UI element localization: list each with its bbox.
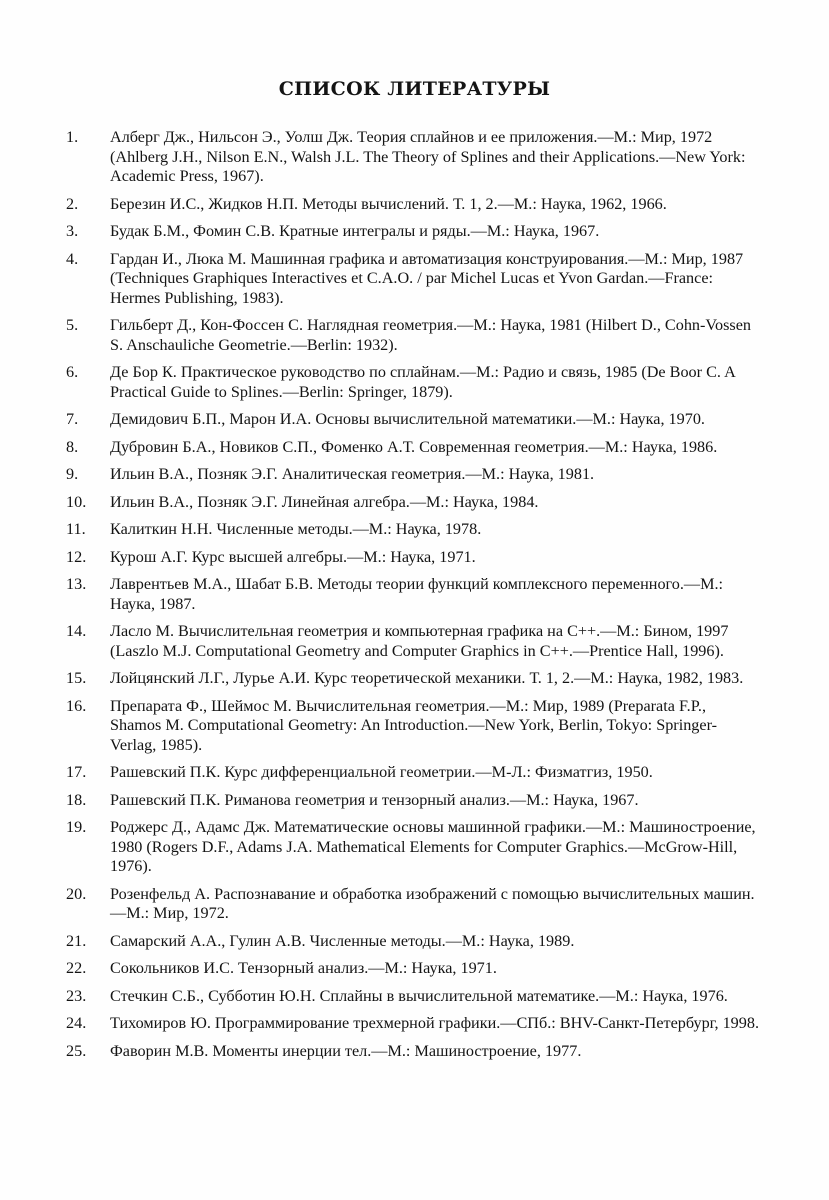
reference-text: Рашевский П.К. Курс дифференциальной геометрии.—М-Л.: Физматгиз, 1950.: [110, 763, 653, 781]
reference-number: 15.: [66, 669, 87, 687]
reference-number: 21.: [66, 931, 87, 950]
reference-number: 14.: [66, 622, 87, 640]
reference-text: Сокольников И.С. Тензорный анализ.—М.: Наука, 1971.: [110, 959, 497, 977]
reference-text: Самарский А.А., Гулин А.В. Численные методы.—М.: Наука, 1989.: [110, 931, 575, 950]
reference-item: [66, 763, 760, 783]
reference-item: [66, 548, 760, 568]
reference-item: [66, 438, 760, 458]
reference-text: Де Бор К. Практическое руководство по сплайнам.—М.: Радио и связь, 1985 (De Boor C. A Practical Guide to Splines.—Berlin: Springer, 1879).: [110, 363, 735, 401]
reference-text: Стечкин С.Б., Субботин Ю.Н. Сплайны в вычислительной математике.—М.: Наука, 1976.: [110, 986, 728, 1005]
reference-text: Тихомиров Ю. Программирование трехмерной графики.—СПб.: BHV-Санкт-Петербург, 1998.: [110, 1014, 759, 1032]
reference-item: [66, 818, 760, 877]
reference-number: 18.: [66, 790, 87, 809]
reference-item: [66, 250, 760, 309]
reference-text: Лаврентьев М.А., Шабат Б.В. Методы теории функций комплексного переменного.—М.: Наука, 1987.: [110, 575, 724, 613]
reference-item: [66, 316, 760, 355]
reference-item: [66, 885, 760, 924]
reference-text: Гильберт Д., Кон-Фоссен С. Наглядная геометрия.—М.: Наука, 1981 (Hilbert D., Cohn-Vossen S. Anschauliche Geometrie.—Berlin: 1932).: [110, 316, 751, 354]
reference-text: Будак Б.М., Фомин С.В. Кратные интегралы и ряды.—М.: Наука, 1967.: [110, 222, 600, 240]
reference-number: 7.: [66, 410, 79, 428]
reference-item: [66, 622, 760, 661]
reference-number: 25.: [66, 1041, 87, 1060]
reference-number: 1.: [66, 128, 79, 146]
reference-item: [66, 520, 760, 540]
reference-text: Демидович Б.П., Марон И.А. Основы вычислительной математики.—М.: Наука, 1970.: [110, 410, 705, 428]
reference-text: Ильин В.А., Позняк Э.Г. Линейная алгебра.—М.: Наука, 1984.: [110, 492, 539, 511]
reference-text: Роджерс Д., Адамс Дж. Математические основы машинной графики.—М.: Машиностроение, 1980 (Rogers D.F., Adams J.A. Mathematical Elements for Computer Graphics.—McGrow-Hill, 1976).: [110, 818, 756, 875]
reference-number: 22.: [66, 959, 87, 977]
reference-item: [66, 791, 760, 811]
reference-number: 2.: [66, 194, 79, 213]
reference-text: Рашевский П.К. Риманова геометрия и тензорный анализ.—М.: Наука, 1967.: [110, 790, 639, 809]
reference-number: 24.: [66, 1014, 87, 1032]
reference-text: Ласло М. Вычислительная геометрия и компьютерная графика на С++.—М.: Бином, 1997 (Laszlo M.J. Computational Geometry and Computer Graphics in C++.—Prentice Hall, 1996).: [110, 622, 729, 660]
reference-text: Ильин В.А., Позняк Э.Г. Аналитическая геометрия.—М.: Наука, 1981.: [110, 465, 595, 483]
reference-list: [66, 128, 760, 1069]
reference-item: [66, 363, 760, 402]
reference-text: Березин И.С., Жидков Н.П. Методы вычислений. Т. 1, 2.—М.: Наука, 1962, 1966.: [110, 194, 667, 213]
reference-number: 3.: [66, 222, 79, 240]
reference-item: [66, 1014, 760, 1034]
reference-item: [66, 959, 760, 979]
reference-text: Алберг Дж., Нильсон Э., Уолш Дж. Теория сплайнов и ее приложения.—М.: Мир, 1972 (Ahlberg J.H., Nilson E.N., Walsh J.L. The Theory of Splines and their Applications.—New York: Academic Press, 1967).: [110, 128, 746, 185]
reference-number: 20.: [66, 884, 87, 903]
reference-item: [66, 195, 760, 215]
reference-number: 6.: [66, 363, 79, 381]
reference-item: [66, 410, 760, 430]
reference-item: [66, 1042, 760, 1062]
reference-text: Препарата Ф., Шеймос М. Вычислительная геометрия.—М.: Мир, 1989 (Preparata F.P., Shamos M. Computational Geometry: An Introduction.—New York, Berlin, Tokyo: Springer-Verlag, 1985).: [110, 696, 718, 754]
reference-number: 5.: [66, 316, 79, 334]
reference-number: 17.: [66, 763, 87, 781]
reference-number: 19.: [66, 818, 87, 836]
reference-number: 10.: [66, 492, 87, 511]
reference-number: 4.: [66, 249, 79, 268]
reference-number: 13.: [66, 575, 87, 593]
reference-item: [66, 493, 760, 513]
reference-number: 11.: [66, 520, 86, 538]
reference-item: [66, 697, 760, 756]
reference-number: 23.: [66, 986, 87, 1005]
reference-number: 9.: [66, 465, 79, 483]
reference-text: Дубровин Б.А., Новиков С.П., Фоменко А.Т. Современная геометрия.—М.: Наука, 1986.: [110, 437, 718, 456]
reference-item: [66, 222, 760, 242]
reference-text: Фаворин М.В. Моменты инерции тел.—М.: Машиностроение, 1977.: [110, 1041, 582, 1060]
reference-item: [66, 575, 760, 614]
reference-item: [66, 987, 760, 1007]
reference-item: [66, 465, 760, 485]
reference-item: [66, 932, 760, 952]
reference-text: Калиткин Н.Н. Численные методы.—М.: Наука, 1978.: [110, 520, 482, 538]
reference-text: Лойцянский Л.Г., Лурье А.И. Курс теоретической механики. Т. 1, 2.—М.: Наука, 1982, 1983.: [110, 669, 744, 687]
reference-number: 16.: [66, 696, 87, 715]
reference-text: Гардан И., Люка М. Машинная графика и автоматизация конструирования.—М.: Мир, 1987 (Techniques Graphiques Interactives et C.A.O. / par Michel Lucas et Yvon Gardan.—France: Hermes Publishing, 1983).: [110, 249, 744, 307]
reference-item: [66, 128, 760, 187]
page-title: СПИСОК ЛИТЕРАТУРЫ: [278, 78, 551, 100]
reference-text: Розенфельд А. Распознавание и обработка изображений с помощью вычислительных машин.—М.: Мир, 1972.: [110, 884, 755, 922]
reference-number: 8.: [66, 437, 79, 456]
reference-number: 12.: [66, 547, 87, 566]
reference-item: [66, 669, 760, 689]
reference-text: Курош А.Г. Курс высшей алгебры.—М.: Наука, 1971.: [110, 547, 476, 566]
